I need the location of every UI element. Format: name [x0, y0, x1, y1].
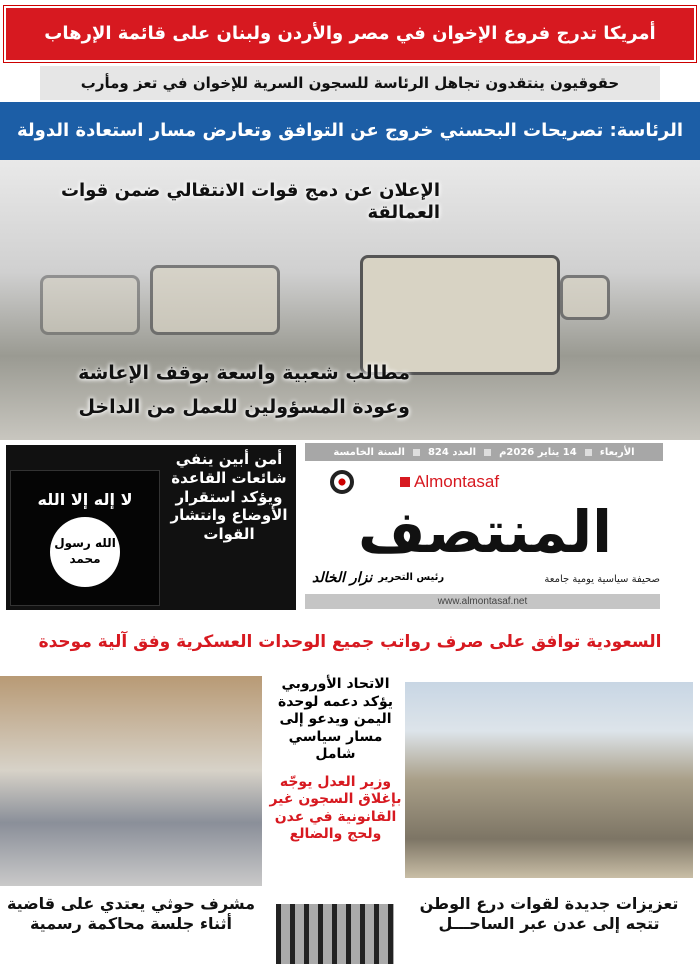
court-caption — [0, 894, 262, 934]
editor-credit — [312, 570, 444, 587]
blue-headline: الرئاسة: تصريحات البحسني خروج عن التوافق وتعارض مسار استعادة الدولة — [0, 102, 700, 160]
tagline: صحيفة سياسية يومية جامعة — [544, 574, 660, 585]
editor-label: رئيس التحرير — [378, 572, 445, 584]
photo-headline-bottom-1: مطالب شعبية واسعة بوقف الإعاشة — [78, 362, 410, 384]
date: 14 يناير 2026م — [499, 446, 577, 458]
logo-arabic: المنتصف — [357, 498, 613, 566]
logo-english-text: Almontasaf — [414, 472, 500, 491]
court-caption-line: مشرف حوثي يعتدي على قاضية — [6, 894, 256, 913]
truck-shape — [560, 275, 610, 320]
middle-column — [268, 676, 403, 844]
issue-number: العدد 824 — [427, 446, 477, 458]
saudi-headline: السعودية توافق على صرف رواتب جميع الوحدات العسكرية وفق آلية موحدة — [38, 631, 662, 652]
justice-line: بإغلاق السجون غير — [269, 791, 402, 807]
abyan-line: القوات — [203, 525, 255, 543]
abyan-headline — [164, 450, 294, 544]
truck-shape — [150, 265, 280, 335]
court-caption-line: أثناء جلسة محاكمة رسمية — [29, 914, 233, 933]
year: السنة الخامسة — [333, 446, 405, 458]
justice-line: ولحج والضالع — [289, 826, 382, 842]
eu-line: الاتحاد الأوروبي — [281, 676, 390, 692]
abyan-line: الأوضاع وانتشار — [170, 506, 288, 525]
abyan-line: شائعات القاعدة — [171, 468, 287, 487]
army-caption-line: تتجه إلى عدن عبر الساحـــل — [438, 914, 660, 933]
justice-line: القانونية في عدن — [274, 808, 397, 825]
courtroom-photo — [0, 676, 262, 886]
flag-seal: الله رسول محمد — [50, 517, 120, 587]
editor-name: نزار الخالد — [312, 570, 373, 586]
truck-shape — [360, 255, 560, 375]
sub-headline: حقوقيون ينتقدون تجاهل الرئاسة للسجون السرية للإخوان في تعز ومأرب — [40, 66, 660, 100]
eu-line: مسار سياسي شامل — [288, 728, 383, 762]
photo-headline-top: الإعلان عن دمج قوات الانتقالي ضمن قوات العمالقة — [60, 180, 440, 223]
flag-text: لا إله إلا الله — [37, 489, 133, 509]
target-icon — [330, 470, 354, 494]
army-caption — [405, 894, 693, 934]
truck-shape — [40, 275, 140, 335]
justice-line: وزير العدل يوجّه — [279, 773, 392, 790]
army-caption-line: تعزيزات جديدة لقوات درع الوطن — [419, 894, 679, 913]
eu-line: اليمن ويدعو إلى — [279, 711, 392, 727]
prison-bars-photo — [276, 904, 394, 964]
day: الأربعاء — [599, 446, 635, 458]
black-flag-photo — [10, 470, 160, 606]
dateline — [305, 443, 663, 461]
photo-headline-bottom-2: وعودة المسؤولين للعمل من الداخل — [78, 396, 410, 418]
website-url[interactable]: www.almontasaf.net — [305, 594, 660, 609]
eu-line: يؤكد دعمه لوحدة — [277, 693, 394, 710]
logo-english — [400, 472, 499, 492]
top-headline: أمريكا تدرج فروع الإخوان في مصر والأردن ولبنان على قائمة الإرهاب — [4, 6, 696, 62]
abyan-line: أمن أبين ينفي — [175, 450, 283, 468]
abyan-line: ويؤكد استقرار — [175, 487, 283, 506]
army-trucks-photo — [405, 682, 693, 878]
